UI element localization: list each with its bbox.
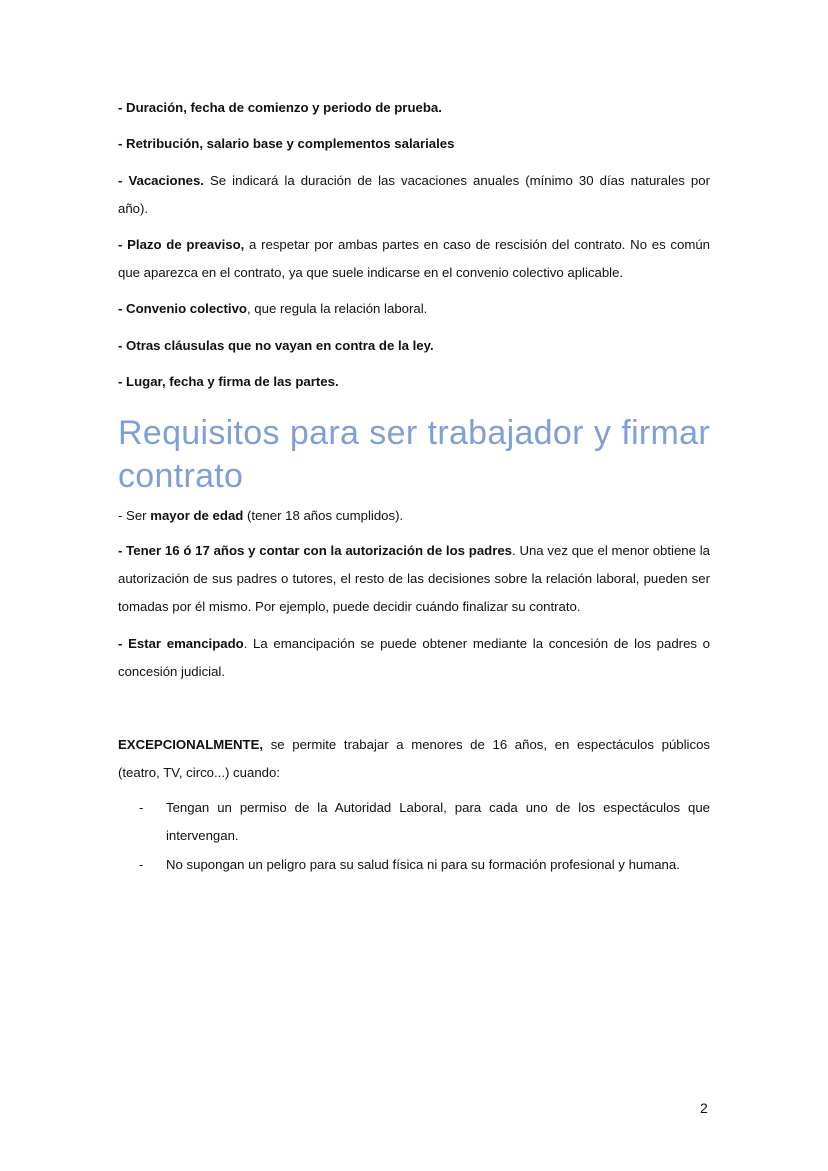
clause-duracion: [118, 94, 710, 122]
exception-condition-2-text: No supongan un peligro para su salud física ni para su formación profesional y humana.: [166, 857, 680, 872]
section-heading: [118, 412, 710, 498]
clause-lugar-bold: - Lugar, fecha y firma de las partes.: [118, 374, 339, 389]
requirement-16-17-bold: - Tener 16 ó 17 años y contar con la autorización de los padres: [118, 543, 513, 558]
clause-vacaciones: [118, 167, 710, 223]
requirement-emancipado-text: . La emancipación se puede obtener mediante la concesión de los padres o concesión judicial.: [118, 636, 711, 679]
exception-condition-1-text: Tengan un permiso de la Autoridad Laboral, para cada uno de los espectáculos que intervengan.: [166, 800, 710, 843]
clause-vacaciones-bold: - Vacaciones.: [118, 173, 204, 188]
exception-text: se permite trabajar a menores de 16 años, en espectáculos públicos (teatro, TV, circo...) cuando:: [118, 737, 710, 780]
dash-bullet: -: [139, 857, 144, 872]
requirement-mayor-edad-pre: - Ser: [118, 508, 151, 523]
requirement-16-17-text: . Una vez que el menor obtiene la autorización de sus padres o tutores, el resto de las decisiones sobre la relación laboral, pueden ser tomadas por él mismo. Por ejemplo, puede decidir cuándo finalizar su contrato.: [118, 543, 710, 614]
exception-condition-1: [139, 794, 710, 850]
clause-retribucion: [118, 130, 710, 158]
exception-paragraph: [118, 731, 710, 787]
clause-convenio-bold: - Convenio colectivo: [118, 301, 247, 316]
exception-condition-2: [139, 851, 710, 879]
clause-preaviso-bold: - Plazo de preaviso,: [118, 237, 245, 252]
heading-line-1: Requisitos para ser trabajador y firmar: [118, 414, 710, 452]
requirement-mayor-edad-text: (tener 18 años cumplidos).: [243, 508, 404, 523]
requirement-mayor-edad-bold: mayor de edad: [150, 508, 244, 523]
clause-retribucion-bold: - Retribución, salario base y complementos salariales: [118, 136, 455, 151]
clause-duracion-bold: - Duración, fecha de comienzo y periodo de prueba.: [118, 100, 442, 115]
clause-convenio: [118, 295, 710, 323]
clause-vacaciones-text: Se indicará la duración de las vacaciones anuales (mínimo 30 días naturales por año).: [118, 173, 710, 216]
page-number: 2: [700, 1100, 708, 1116]
clause-preaviso-text: a respetar por ambas partes en caso de rescisión del contrato. No es común que aparezca en el contrato, ya que suele indicarse en el convenio colectivo aplicable.: [118, 237, 710, 280]
requirement-mayor-edad: [118, 502, 710, 530]
clause-preaviso: [118, 231, 710, 287]
dash-bullet: -: [139, 800, 144, 815]
clause-otras-bold: - Otras cláusulas que no vayan en contra de la ley.: [118, 338, 434, 353]
requirement-16-17: [118, 537, 710, 621]
clause-lugar: [118, 368, 710, 396]
requirement-emancipado-bold: - Estar emancipado: [118, 636, 244, 651]
requirement-emancipado: [118, 630, 710, 686]
exception-bold: EXCEPCIONALMENTE,: [118, 737, 264, 752]
clause-otras: [118, 332, 710, 360]
heading-line-2: contrato: [118, 457, 244, 495]
clause-convenio-text: , que regula la relación laboral.: [246, 301, 428, 316]
